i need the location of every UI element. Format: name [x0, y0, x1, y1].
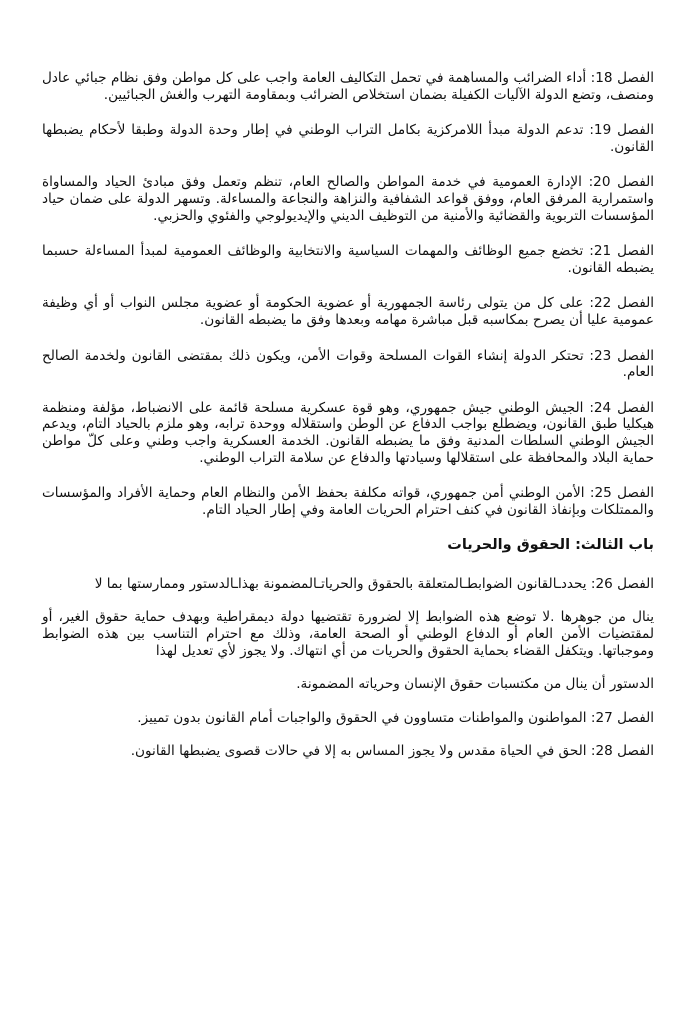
article-20: الفصل 20: الإدارة العمومية في خدمة المواطن والصالح العام، تنظم وتعمل وفق مبادئ الحياد والمساواة واستمرارية المرفق العام، ووفق قواعد الشفافية والنزاهة والنجاعة والمساءلة. وتسهر الدولة على ضمان حياد المؤسسات التربوية والقضائية والأمنية من التوظيف الديني والإيديولوجي والفئوي والحزبي. — [42, 174, 654, 224]
article-27: الفصل 27: المواطنون والمواطنات متساوون في الحقوق والواجبات أمام القانون بدون تمييز. — [137, 709, 654, 726]
article-25: الفصل 25: الأمن الوطني أمن جمهوري، قواته مكلفة بحفظ الأمن والنظام العام وحماية الأفراد والمؤسسات والممتلكات وبإنفاذ القانون في كنف احترام الحريات العامة وفي إطار الحياد التام. — [42, 485, 654, 518]
document-page — [42, 70, 654, 777]
article-18: الفصل 18: أداء الضرائب والمساهمة في تحمل التكاليف العامة واجب على كل مواطن وفق نظام جبائي عادل ومنصف، وتضع الدولة الآليات الكفيلة بضمان استخلاص الضرائب وبمقاومة التهرب والغش الجبائيين. — [42, 70, 654, 103]
article-26-continued: ينال من جوهرها .لا توضع هذه الضوابط إلا لضرورة تقتضيها دولة ديمقراطية وبهدف حماية حقوق الغير، أو لمقتضيات الأمن العام أو الدفاع الوطني أو الصحة العامة، وذلك مع احترام التناسب بين هذه الضوابط وموجباتها. ويتكفل القضاء بحماية الحقوق والحريات من أي انتهاك. ولا يجوز لأي تعديل لهذا — [42, 609, 654, 659]
article-28: الفصل 28: الحق في الحياة مقدس ولا يجوز المساس به إلا في حالات قصوى يضبطها القانون. — [130, 743, 654, 760]
article-22: الفصل 22: على كل من يتولى رئاسة الجمهورية أو عضوية الحكومة أو عضوية مجلس النواب أو أي وظيفة عمومية عليا أن يصرح بمكاسبه قبل مباشرة مهامه وبعدها وفق ما يضبطه القانون. — [42, 295, 654, 328]
article-19: الفصل 19: تدعم الدولة مبدأ اللامركزية بكامل التراب الوطني في إطار وحدة الدولة وطبقا لأحكام يضبطها القانون. — [42, 122, 654, 155]
article-21: الفصل 21: تخضع جميع الوظائف والمهمات السياسية والانتخابية والوظائف العمومية لمبدأ المساءلة حسبما يضبطه القانون. — [42, 243, 654, 276]
article-23: الفصل 23: تحتكر الدولة إنشاء القوات المسلحة وقوات الأمن، ويكون ذلك بمقتضى القانون ولخدمة الصالح العام. — [42, 347, 654, 381]
article-24: الفصل 24: الجيش الوطني جيش جمهوري، وهو قوة عسكرية مسلحة قائمة على الانضباط، مؤلفة ومنظمة هيكليا طبق القانون، ويضطلع بواجب الدفاع عن الوطن واستقلاله ووحدة ترابه، وهو ملزم بالحياد التام، ويدعم الجيش الوطني السلطات المدنية وفق ما يضبطه القانون. الخدمة العسكرية واجب وطني وعلى كلّ مواطن حماية البلاد والمحافظة على استقلالها وسيادتها والدفاع عن سلامة التراب الوطني. — [42, 399, 654, 466]
article-26-end: الدستور أن ينال من مكتسبات حقوق الإنسان وحرياته المضمونة. — [296, 676, 654, 693]
section-heading: باب الثالث: الحقوق والحريات — [447, 537, 654, 554]
article-26: الفصل 26: يحددـالقانون الضوابطـالمتعلقة بالحقوق والحرياتـالمضمونة بهذاـالدستور وممارستها بما لا — [94, 575, 654, 592]
